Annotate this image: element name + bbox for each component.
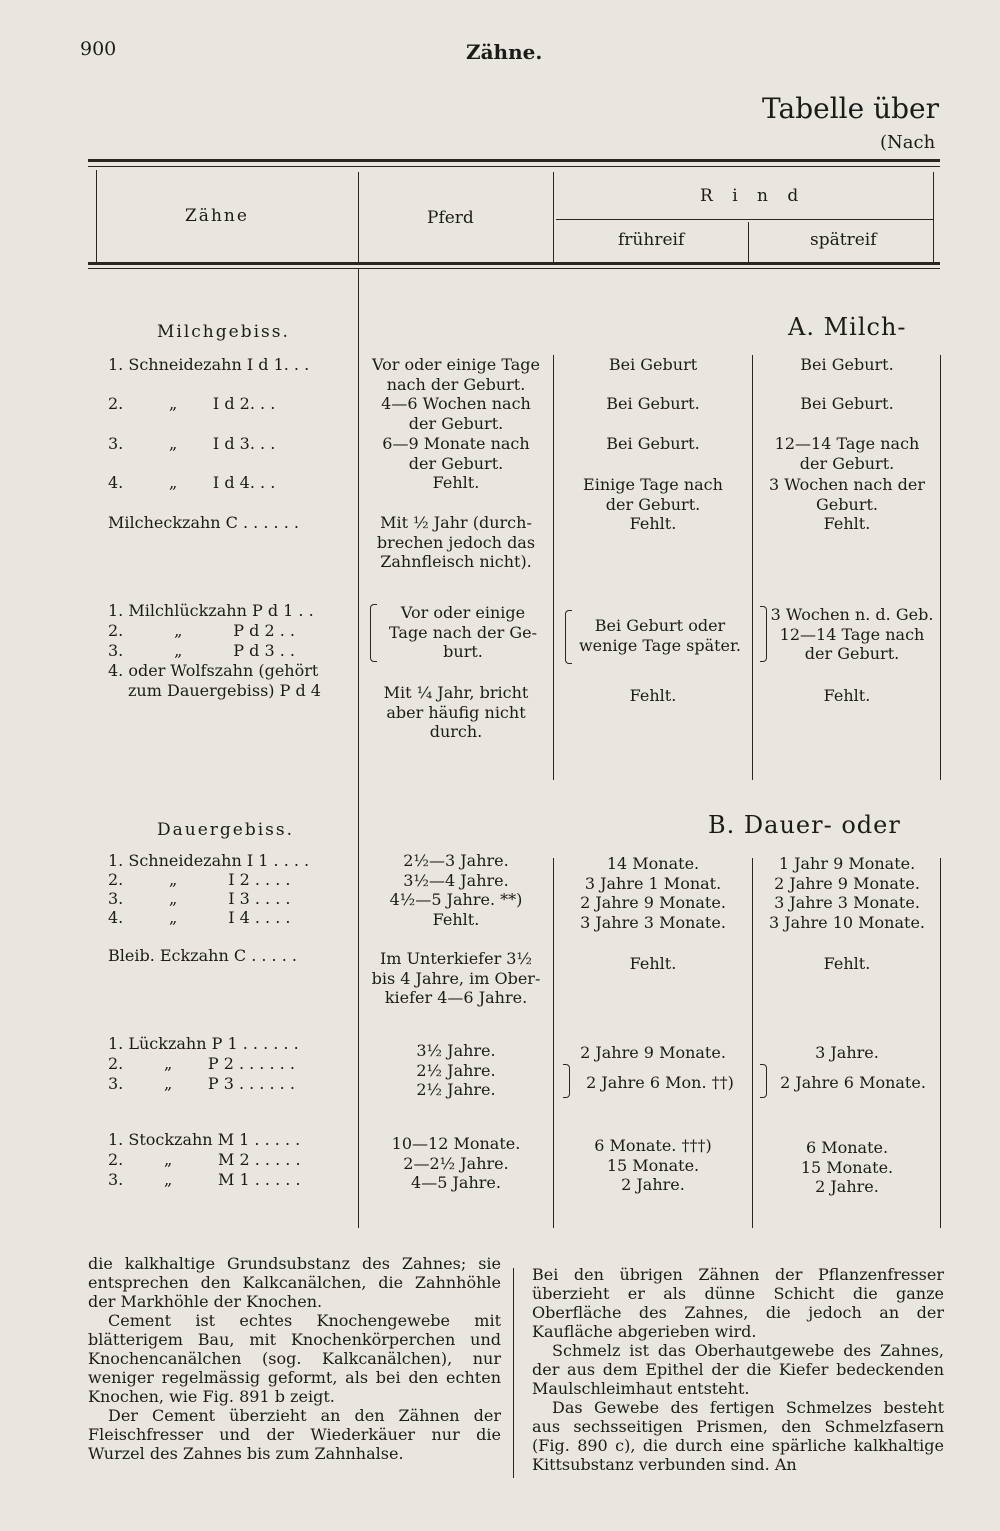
milch-tooth-pd3: 3. „ P d 3 . . — [108, 641, 295, 660]
dauer-spaet-p23: 2 Jahre 6 Monate. — [780, 1073, 926, 1092]
dauer-tooth-i1: 1. Schneidezahn I 1 . . . . — [108, 851, 310, 870]
milch-frueh-pd: Bei Geburt oder wenige Tage später. — [578, 616, 741, 655]
subheading-milchgebiss: Milchgebiss. — [157, 322, 290, 342]
header-col-right — [933, 172, 934, 262]
table-subtitle: (Nach — [880, 132, 936, 153]
header-pferd: Pferd — [427, 208, 474, 228]
milch-tooth-id2: 2. „ I d 2. . . — [108, 394, 276, 413]
body-col-2-a — [553, 355, 554, 780]
paragraph: Schmelz ist das Oberhautgewebe des Zahnes, der aus dem Epithel der die Kiefer bedeckenden Maulschleimhaut entsteht. — [532, 1341, 944, 1398]
milch-frueh-id1: Bei Geburt — [608, 355, 698, 374]
header-teeth: Zähne — [185, 206, 249, 226]
milch-spaet-pd: 3 Wochen n. d. Geb. 12—14 Tage nach der Geburt. — [770, 605, 934, 663]
body-col-3-a — [752, 355, 753, 780]
header-rind: R i n d — [700, 186, 806, 206]
milch-pferd-id3: 6—9 Monate nach der Geburt. — [382, 434, 530, 473]
header-bottom-rule — [88, 262, 940, 265]
milch-tooth-wolfszahn-cont: zum Dauergebiss) P d 4 — [128, 681, 321, 700]
milch-tooth-id4: 4. „ I d 4. . . — [108, 473, 276, 492]
top-rule-thin — [88, 166, 940, 167]
header-col-left — [96, 170, 97, 262]
body-col-3-b — [752, 858, 753, 1228]
milch-spaet-pd4: Fehlt. — [823, 686, 871, 705]
dauer-tooth-p3: 3. „ P 3 . . . . . . — [108, 1074, 295, 1093]
milch-spaet-id1: Bei Geburt. — [800, 355, 894, 374]
section-milch: A. Milch- — [788, 313, 907, 341]
rind-underline — [556, 219, 934, 220]
header-fruehreif: frühreif — [618, 230, 685, 250]
dauer-spaet-molars: 6 Monate. 15 Monate. 2 Jahre. — [800, 1138, 894, 1196]
dauer-tooth-i2: 2. „ I 2 . . . . — [108, 870, 291, 889]
dauer-spaet-eckzahn: Fehlt. — [823, 954, 871, 973]
milch-spaet-eckzahn: Fehlt. — [823, 514, 871, 533]
body-col-4-a — [940, 355, 941, 780]
header-col-1 — [358, 172, 359, 262]
milch-frueh-id2: Bei Geburt. — [606, 394, 700, 413]
dauer-spaet-incisors: 1 Jahr 9 Monate. 2 Jahre 9 Monate. 3 Jahre 3 Monate. 3 Jahre 10 Monate. — [768, 854, 925, 932]
dauer-tooth-m3: 3. „ M 1 . . . . . — [108, 1170, 301, 1189]
dauer-tooth-p1: 1. Lückzahn P 1 . . . . . . — [108, 1034, 299, 1053]
paragraph: Das Gewebe des fertigen Schmelzes besteht aus sechsseitigen Prismen, den Schmelzfasern (Fig. 890 c), die durch eine spärliche kalkhaltige Kittsubstanz verbunden sind. An — [532, 1398, 944, 1474]
milch-frueh-id4: Einige Tage nach der Geburt. — [583, 475, 723, 514]
dauer-pferd-premolars: 3½ Jahre. 2½ Jahre. 2½ Jahre. — [416, 1041, 496, 1099]
milch-pferd-pd: Vor oder einige Tage nach der Ge- burt. — [388, 603, 538, 661]
table-title: Tabelle über — [762, 92, 939, 125]
header-col-3 — [748, 222, 749, 262]
milch-frueh-eckzahn: Fehlt. — [629, 514, 677, 533]
dauer-tooth-p2: 2. „ P 2 . . . . . . — [108, 1054, 295, 1073]
paragraph: Bei den übrigen Zähnen der Pflanzenfresser überzieht er als dünne Schicht die ganze Oberfläche des Zahnes, die jedoch an der Kaufläche abgerieben wird. — [532, 1265, 944, 1341]
dauer-frueh-incisors: 14 Monate. 3 Jahre 1 Monat. 2 Jahre 9 Monate. 3 Jahre 3 Monate. — [580, 854, 726, 932]
milch-spaet-id4: 3 Wochen nach der Geburt. — [769, 475, 925, 514]
milch-tooth-wolfszahn: 4. oder Wolfszahn (gehört — [108, 661, 319, 680]
paragraph: Der Cement überzieht an den Zähnen der Fleischfresser und der Wiederkäuer nur die Wurzel des Zahnes bis zum Zahnhalse. — [88, 1406, 501, 1463]
subheading-dauergebiss: Dauergebiss. — [157, 820, 295, 840]
dauer-pferd-molars: 10—12 Monate. 2—2½ Jahre. 4—5 Jahre. — [391, 1134, 521, 1192]
body-text-right — [532, 1265, 944, 1474]
milch-tooth-id1: 1. Schneidezahn I d 1. . . — [108, 355, 310, 374]
dauer-tooth-m2: 2. „ M 2 . . . . . — [108, 1150, 301, 1169]
dauer-frueh-p23: 2 Jahre 6 Mon. ††) — [586, 1073, 734, 1092]
milch-tooth-eckzahn: Milcheckzahn C . . . . . . — [108, 513, 299, 532]
milch-spaet-id2: Bei Geburt. — [800, 394, 894, 413]
paragraph: Cement ist echtes Knochengewebe mit blätterigem Bau, mit Knochenkörperchen und Knochencanälchen (sog. Kalkcanälchen), nur weniger regelmässig geformt, als bei den echten Knochen, wie Fig. 891 b zeigt. — [88, 1311, 501, 1406]
dauer-tooth-i3: 3. „ I 3 . . . . — [108, 889, 291, 908]
running-head: Zähne. — [466, 40, 543, 64]
header-spaetreif: spätreif — [810, 230, 877, 250]
dauer-pferd-incisors: 2½—3 Jahre. 3½—4 Jahre. 4½—5 Jahre. **) Fehlt. — [389, 851, 523, 929]
dauer-tooth-m1: 1. Stockzahn M 1 . . . . . — [108, 1130, 301, 1149]
milch-pferd-id2: 4—6 Wochen nach der Geburt. — [381, 394, 531, 433]
milch-frueh-pd4: Fehlt. — [629, 686, 677, 705]
top-rule-thick — [88, 159, 940, 162]
milch-tooth-pd1: 1. Milchlückzahn P d 1 . . — [108, 601, 314, 620]
dauer-frueh-p1: 2 Jahre 9 Monate. — [580, 1043, 726, 1062]
dauer-tooth-i4: 4. „ I 4 . . . . — [108, 908, 291, 927]
milch-pferd-eckzahn: Mit ½ Jahr (durch- brechen jedoch das Zahnfleisch nicht). — [376, 513, 536, 571]
milch-pferd-id4: Fehlt. — [432, 473, 480, 492]
page-number: 900 — [80, 38, 117, 60]
milch-tooth-id3: 3. „ I d 3. . . — [108, 434, 276, 453]
dauer-spaet-p1: 3 Jahre. — [815, 1043, 879, 1062]
section-dauer: B. Dauer- oder — [708, 811, 901, 839]
dauer-frueh-molars: 6 Monate. †††) 15 Monate. 2 Jahre. — [594, 1136, 712, 1194]
milch-tooth-pd2: 2. „ P d 2 . . — [108, 621, 295, 640]
milch-frueh-id3: Bei Geburt. — [606, 434, 700, 453]
column-divider — [513, 1268, 514, 1478]
paragraph: die kalkhaltige Grundsubstanz des Zahnes; sie entsprechen den Kalkcanälchen, die Zahnhöhle der Markhöhle der Knochen. — [88, 1254, 501, 1311]
milch-pferd-id1: Vor oder einige Tage nach der Geburt. — [371, 355, 540, 394]
dauer-frueh-bracket — [563, 1064, 570, 1098]
dauer-frueh-eckzahn: Fehlt. — [629, 954, 677, 973]
body-col-4-b — [940, 858, 941, 1228]
dauer-spaet-bracket — [760, 1064, 767, 1098]
header-bottom-rule-thin — [88, 268, 940, 269]
dauer-pferd-eckzahn: Im Unterkiefer 3½ bis 4 Jahre, im Ober- kiefer 4—6 Jahre. — [371, 949, 541, 1007]
body-col-2-b — [553, 858, 554, 1228]
body-text-left — [88, 1254, 501, 1463]
body-col-1 — [358, 268, 359, 1228]
dauer-tooth-eckzahn: Bleib. Eckzahn C . . . . . — [108, 946, 297, 965]
header-col-2 — [553, 172, 554, 262]
milch-spaet-id3: 12—14 Tage nach der Geburt. — [774, 434, 920, 473]
milch-pferd-pd4: Mit ¼ Jahr, bricht aber häufig nicht durch. — [383, 683, 529, 741]
